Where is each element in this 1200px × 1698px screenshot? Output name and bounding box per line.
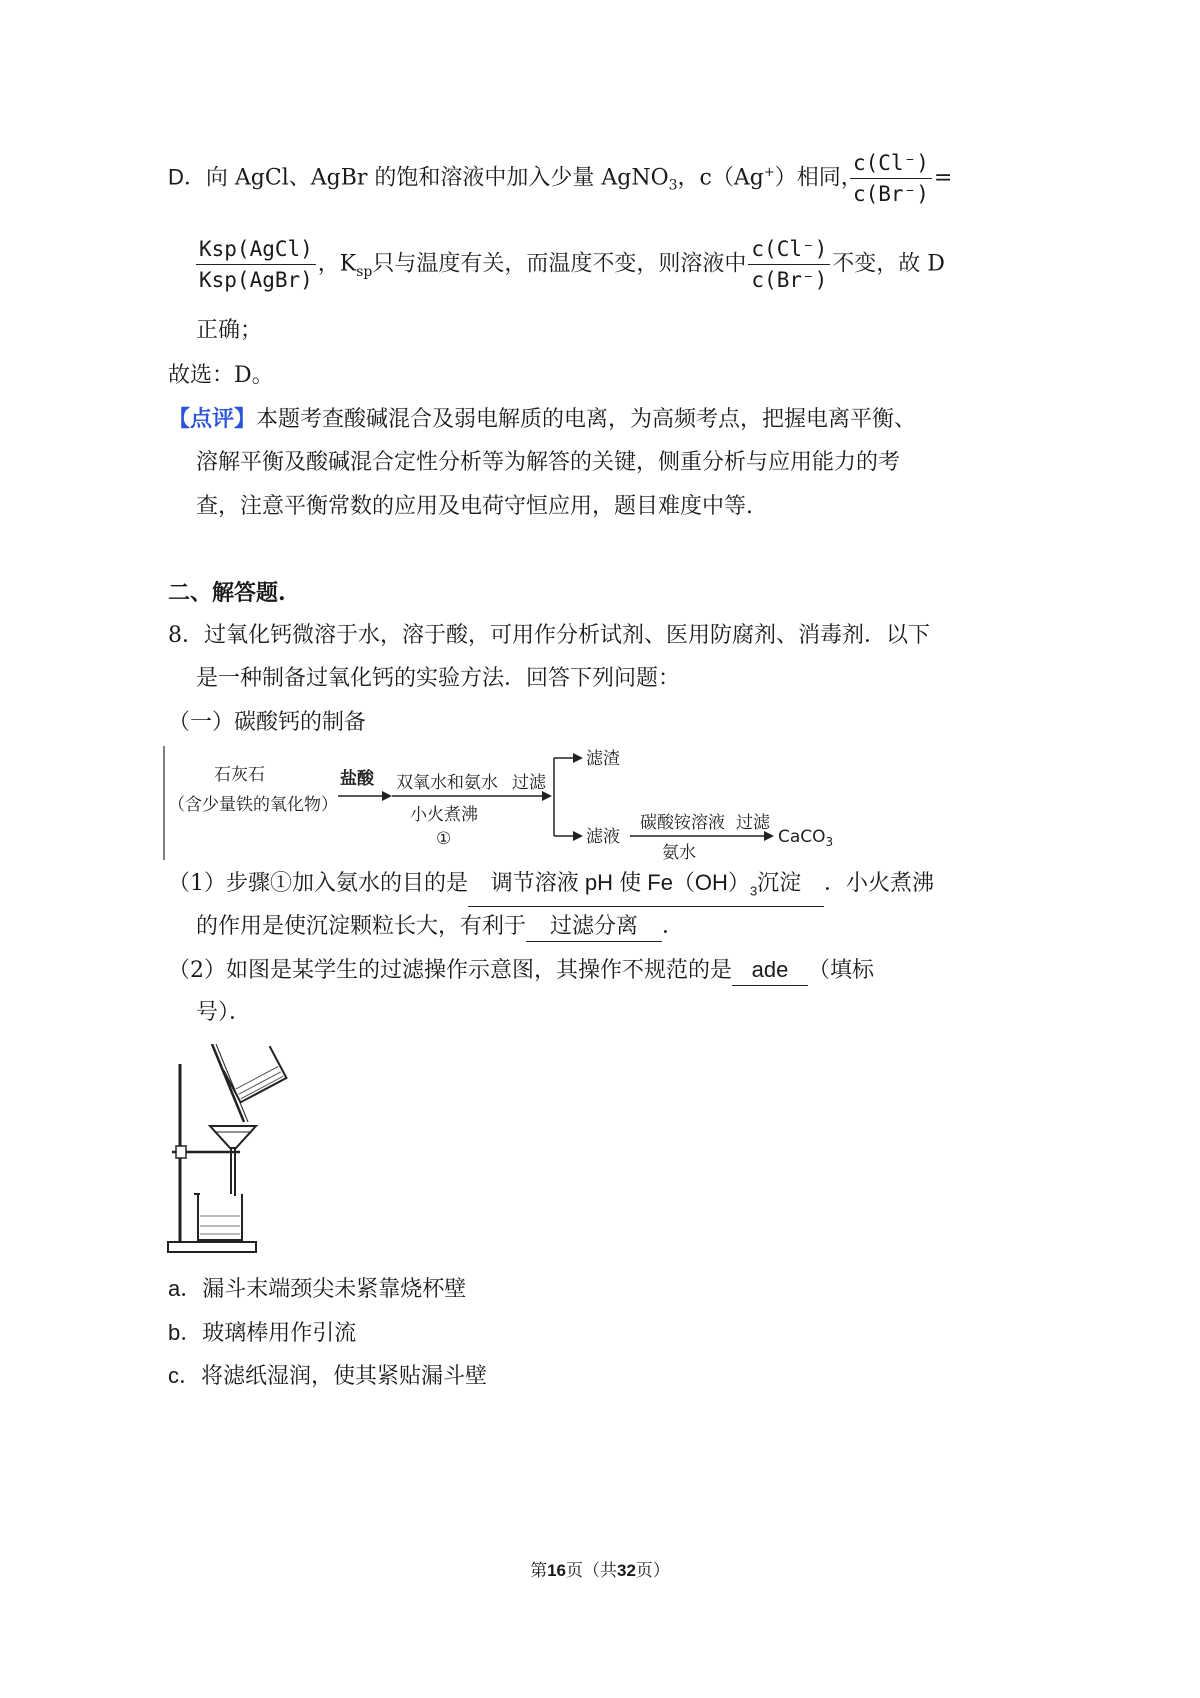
option-a-text: 漏斗末端颈尖未紧靠烧杯壁: [202, 1277, 467, 1302]
subscript-sp: sp: [356, 263, 373, 280]
filtration-apparatus-illustration: [160, 1044, 300, 1260]
q1-text-1: （1）步骤①加入氨水的目的是: [168, 871, 468, 896]
frac3-denominator: c(Br⁻): [751, 268, 828, 292]
frac1-denominator: c(Br⁻): [853, 182, 929, 206]
footer-total-pages: 32: [617, 1561, 636, 1580]
footer-mid: 页（共: [566, 1561, 617, 1581]
blank1-text-a: 调节溶液 pH 使 Fe（OH）: [490, 870, 750, 895]
option-c: [168, 1361, 487, 1392]
section-title: 二、解答题.: [168, 580, 286, 606]
fraction-cl-br-1: [848, 150, 952, 207]
q2-text-2: （填标: [808, 958, 875, 983]
option-b-text: 玻璃棒用作引流: [202, 1321, 357, 1346]
q1-text-4: ．: [662, 914, 685, 939]
superscript-plus: +: [763, 165, 775, 180]
q8-part-one: （一）碳酸钙的制备: [168, 710, 367, 735]
blank1-text-b: 沉淀: [757, 870, 802, 895]
subscript-3: 3: [668, 177, 678, 194]
flow-step-below: 小火煮沸: [410, 805, 478, 825]
option-d-line2: [194, 236, 945, 293]
q8-line2: 是一种制备过氧化钙的实验方法．回答下列问题：: [196, 666, 681, 691]
equals-sign: =: [933, 165, 953, 191]
option-d-label: D．: [168, 164, 206, 190]
option-d-text-2: ，c（Ag: [677, 165, 764, 191]
frac1-numerator: c(Cl⁻): [850, 150, 932, 179]
q1-line2: [196, 911, 684, 942]
product-subscript: 3: [825, 835, 834, 849]
option-a: [168, 1274, 466, 1305]
q1-line1: [168, 868, 934, 907]
page-footer: [0, 1556, 1200, 1581]
stand-base: [168, 1242, 256, 1252]
flow-filter-2: 过滤: [736, 813, 770, 833]
flow-reagent-2-above: 碳酸铵溶液: [640, 813, 725, 833]
arrow-filtrate-head: [573, 831, 583, 841]
option-d-text-5: 不变，故 D: [832, 251, 945, 277]
comment-bracket: 【点评】: [168, 406, 257, 432]
option-d-line1: [168, 158, 863, 201]
flow-start-1: 石灰石: [214, 765, 265, 785]
glass-rod: [212, 1044, 244, 1122]
product-formula: CaCO: [778, 827, 826, 847]
q2-answer-blank: ade: [732, 955, 808, 986]
frac2-numerator: Ksp(AgCl): [196, 236, 316, 265]
flow-diagram: [160, 744, 860, 862]
flow-reagent-1: 盐酸: [340, 769, 374, 789]
beaker: [198, 1194, 242, 1240]
option-d-line3: 正确；: [196, 318, 263, 343]
q1-text-3: 的作用是使沉淀颗粒长大，有利于: [196, 914, 527, 939]
flow-product: [778, 827, 833, 849]
arrow-1-head: [382, 791, 392, 801]
comment-line1: [168, 404, 916, 435]
q8-line1: 8．过氧化钙微溶于水，溶于酸，可用作分析试剂、医用防腐剂、消毒剂．以下: [168, 623, 930, 648]
comment-line3: 查，注意平衡常数的应用及电荷守恒应用，题目难度中等.: [196, 494, 753, 519]
frac2-denominator: Ksp(AgBr): [199, 268, 313, 292]
flow-reagent-2-below: 氨水: [662, 843, 696, 862]
option-d-text-4: 只与温度有关，而温度不变，则溶液中: [372, 251, 747, 277]
q2-line2: 号）．: [196, 1000, 252, 1025]
q1-text-2: ．小火煮沸: [824, 871, 935, 896]
answer-line: 故选：D。: [168, 363, 274, 388]
option-c-label: c．: [168, 1363, 202, 1388]
option-b-label: b．: [168, 1320, 203, 1345]
option-d-text-3: ）相同，: [774, 165, 863, 191]
flow-filtrate: 滤液: [586, 827, 620, 847]
flow-step-above: 双氧水和氨水: [396, 773, 498, 793]
footer-post: 页）: [635, 1561, 670, 1581]
q2-line1: [168, 955, 874, 986]
option-a-label: a．: [168, 1276, 203, 1301]
q1-answer-blank-1: [468, 868, 824, 907]
footer-pre: 第: [530, 1561, 548, 1581]
flow-residue: 滤渣: [586, 749, 620, 769]
flow-start-2: （含少量铁的氧化物）: [168, 795, 338, 815]
funnel: [210, 1126, 256, 1148]
blank1-subscript: 3: [749, 883, 758, 899]
flow-step-mark: ①: [436, 829, 452, 849]
footer-page-number: 16: [547, 1561, 566, 1580]
comment-text-1: 本题考查酸碱混合及弱电解质的电离，为高频考点，把握电离平衡、: [256, 407, 917, 432]
option-c-text: 将滤纸湿润，使其紧贴漏斗壁: [201, 1364, 488, 1389]
comment-line2: 溶解平衡及酸碱混合定性分析等为解答的关键，侧重分析与应用能力的考: [196, 450, 901, 475]
q1-answer-blank-2: 过滤分离: [526, 911, 662, 942]
flow-filter-1: 过滤: [512, 773, 546, 793]
arrow-residue-head: [573, 753, 583, 763]
option-d-text-1: 向 AgCl、AgBr 的饱和溶液中加入少量 AgNO: [205, 165, 669, 191]
ksp-prefix: ，K: [317, 251, 357, 277]
frac3-numerator: c(Cl⁻): [748, 236, 830, 265]
option-b: [168, 1318, 356, 1349]
q2-text-1: （2）如图是某学生的过滤操作示意图，其操作不规范的是: [168, 958, 732, 983]
